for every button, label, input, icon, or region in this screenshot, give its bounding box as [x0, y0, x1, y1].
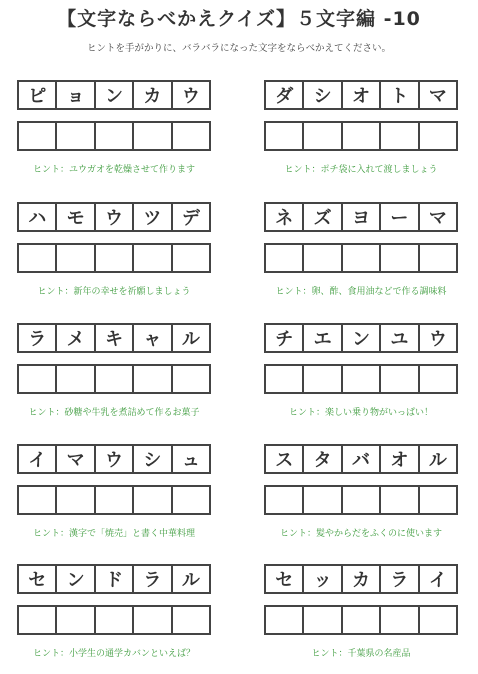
- answer-cell[interactable]: [57, 123, 95, 149]
- letter-cell: ヨ: [343, 204, 381, 230]
- answer-cell[interactable]: [173, 245, 209, 271]
- answer-boxes: [264, 364, 458, 394]
- answer-boxes: [17, 243, 211, 273]
- answer-cell[interactable]: [96, 366, 134, 392]
- answer-cell[interactable]: [420, 487, 456, 513]
- answer-boxes: [264, 605, 458, 635]
- hint-text: ヒント：ユウガオを乾燥させて作ります: [32, 165, 195, 175]
- hint-text: ヒント：卵、酢、食用油などで作る調味料: [275, 287, 447, 297]
- answer-cell[interactable]: [96, 123, 134, 149]
- letter-cell: ー: [381, 204, 419, 230]
- answer-cell[interactable]: [96, 487, 134, 513]
- letter-cell: ツ: [134, 204, 172, 230]
- answer-cell[interactable]: [57, 366, 95, 392]
- letter-cell: ド: [96, 566, 134, 592]
- hint-text: ヒント：千葉県の名産品: [311, 649, 411, 659]
- answer-cell[interactable]: [19, 245, 57, 271]
- answer-cell[interactable]: [304, 245, 342, 271]
- answer-cell[interactable]: [381, 123, 419, 149]
- answer-cell[interactable]: [381, 607, 419, 633]
- letter-cell: ン: [57, 566, 95, 592]
- scrambled-letters: [17, 323, 211, 353]
- answer-cell[interactable]: [343, 366, 381, 392]
- scrambled-letters: [17, 564, 211, 594]
- letter-cell: デ: [181, 208, 200, 229]
- answer-boxes: [17, 121, 211, 151]
- letter-cell: チ: [266, 325, 304, 351]
- answer-cell[interactable]: [381, 366, 419, 392]
- letter-cell: ル: [181, 570, 200, 591]
- answer-cell[interactable]: [420, 123, 456, 149]
- answer-boxes: [17, 605, 211, 635]
- answer-cell[interactable]: [173, 123, 209, 149]
- puzzle-3: [17, 202, 211, 312]
- answer-cell[interactable]: [19, 366, 57, 392]
- letter-cell: マ: [428, 208, 447, 229]
- answer-cell[interactable]: [134, 487, 172, 513]
- answer-boxes: [264, 243, 458, 273]
- hint-text: ヒント：髪やからだをふくのに使います: [279, 529, 442, 539]
- answer-cell[interactable]: [134, 123, 172, 149]
- answer-cell[interactable]: [96, 607, 134, 633]
- scrambled-letters: [264, 444, 458, 474]
- letter-cell: メ: [57, 325, 95, 351]
- scrambled-letters: [17, 80, 211, 110]
- letter-cell: ダ: [266, 82, 304, 108]
- puzzle-2: [264, 80, 458, 190]
- answer-boxes: [264, 121, 458, 151]
- letter-cell: イ: [428, 570, 447, 591]
- letter-cell: ッ: [304, 566, 342, 592]
- hint-text: ヒント：小学生の通学カバンといえば？: [32, 649, 195, 659]
- answer-cell[interactable]: [19, 487, 57, 513]
- answer-boxes: [17, 485, 211, 515]
- letter-cell: ス: [266, 446, 304, 472]
- letter-cell: ネ: [266, 204, 304, 230]
- answer-cell[interactable]: [57, 245, 95, 271]
- answer-cell[interactable]: [134, 366, 172, 392]
- answer-cell[interactable]: [134, 245, 172, 271]
- letter-cell: オ: [343, 82, 381, 108]
- hint-text: ヒント：砂糖や牛乳を煮詰めて作るお菓子: [28, 408, 200, 418]
- letter-cell: タ: [304, 446, 342, 472]
- answer-cell[interactable]: [266, 607, 304, 633]
- letter-cell: ル: [428, 450, 447, 471]
- answer-cell[interactable]: [304, 487, 342, 513]
- answer-cell[interactable]: [134, 607, 172, 633]
- answer-cell[interactable]: [343, 245, 381, 271]
- answer-cell[interactable]: [304, 607, 342, 633]
- letter-cell: ン: [343, 325, 381, 351]
- answer-cell[interactable]: [343, 123, 381, 149]
- puzzle-10: [264, 564, 458, 674]
- answer-cell[interactable]: [266, 366, 304, 392]
- answer-cell[interactable]: [420, 366, 456, 392]
- scrambled-letters: [264, 80, 458, 110]
- answer-cell[interactable]: [173, 366, 209, 392]
- letter-cell: カ: [134, 82, 172, 108]
- answer-cell[interactable]: [96, 245, 134, 271]
- scrambled-letters: [264, 202, 458, 232]
- letter-cell: マ: [428, 86, 447, 107]
- scrambled-letters: [264, 323, 458, 353]
- letter-cell: ラ: [381, 566, 419, 592]
- answer-cell[interactable]: [420, 245, 456, 271]
- letter-cell: セ: [19, 566, 57, 592]
- letter-cell: シ: [134, 446, 172, 472]
- puzzle-4: [264, 202, 458, 312]
- letter-cell: ユ: [381, 325, 419, 351]
- puzzle-7: [17, 444, 211, 554]
- answer-cell[interactable]: [343, 487, 381, 513]
- answer-cell[interactable]: [304, 366, 342, 392]
- answer-cell[interactable]: [420, 607, 456, 633]
- letter-cell: ウ: [96, 204, 134, 230]
- letter-cell: ピ: [19, 82, 57, 108]
- answer-cell[interactable]: [19, 607, 57, 633]
- letter-cell: ル: [181, 329, 200, 350]
- scrambled-letters: [264, 564, 458, 594]
- answer-cell[interactable]: [266, 245, 304, 271]
- letter-cell: ハ: [19, 204, 57, 230]
- scrambled-letters: [17, 202, 211, 232]
- letter-cell: ズ: [304, 204, 342, 230]
- answer-cell[interactable]: [381, 487, 419, 513]
- answer-boxes: [17, 364, 211, 394]
- puzzle-9: [17, 564, 211, 674]
- answer-cell[interactable]: [266, 487, 304, 513]
- puzzle-1: [17, 80, 211, 190]
- answer-cell[interactable]: [266, 123, 304, 149]
- letter-cell: バ: [343, 446, 381, 472]
- letter-cell: モ: [57, 204, 95, 230]
- letter-cell: シ: [304, 82, 342, 108]
- hint-text: ヒント：ポチ袋に入れて渡しましょう: [284, 165, 438, 175]
- page-title: 【文字ならべかえクイズ】５文字編 -10: [57, 8, 421, 30]
- letter-cell: ウ: [428, 329, 447, 350]
- letter-cell: ウ: [96, 446, 134, 472]
- scrambled-letters: [17, 444, 211, 474]
- hint-text: ヒント：楽しい乗り物がいっぱい！: [288, 408, 433, 418]
- letter-cell: カ: [343, 566, 381, 592]
- answer-cell[interactable]: [173, 607, 209, 633]
- letter-cell: エ: [304, 325, 342, 351]
- letter-cell: ラ: [19, 325, 57, 351]
- letter-cell: ラ: [134, 566, 172, 592]
- instructions: ヒントを手がかりに、バラバラになった文字をならべかえてください。: [86, 43, 391, 54]
- letter-cell: ョ: [57, 82, 95, 108]
- puzzle-8: [264, 444, 458, 554]
- letter-cell: オ: [381, 446, 419, 472]
- answer-cell[interactable]: [19, 123, 57, 149]
- hint-text: ヒント：新年の幸せを祈願しましょう: [37, 287, 191, 297]
- answer-cell[interactable]: [381, 245, 419, 271]
- letter-cell: キ: [96, 325, 134, 351]
- answer-cell[interactable]: [304, 123, 342, 149]
- answer-boxes: [264, 485, 458, 515]
- hint-text: ヒント：漢字で「焼売」と書く中華料理: [32, 529, 195, 539]
- letter-cell: ト: [381, 82, 419, 108]
- puzzle-6: [264, 323, 458, 433]
- letter-cell: ュ: [181, 450, 200, 471]
- letter-cell: セ: [266, 566, 304, 592]
- answer-cell[interactable]: [343, 607, 381, 633]
- letter-cell: ウ: [181, 86, 200, 107]
- letter-cell: ャ: [134, 325, 172, 351]
- answer-cell[interactable]: [57, 607, 95, 633]
- letter-cell: ン: [96, 82, 134, 108]
- letter-cell: イ: [19, 446, 57, 472]
- puzzle-5: [17, 323, 211, 433]
- letter-cell: マ: [57, 446, 95, 472]
- answer-cell[interactable]: [173, 487, 209, 513]
- answer-cell[interactable]: [57, 487, 95, 513]
